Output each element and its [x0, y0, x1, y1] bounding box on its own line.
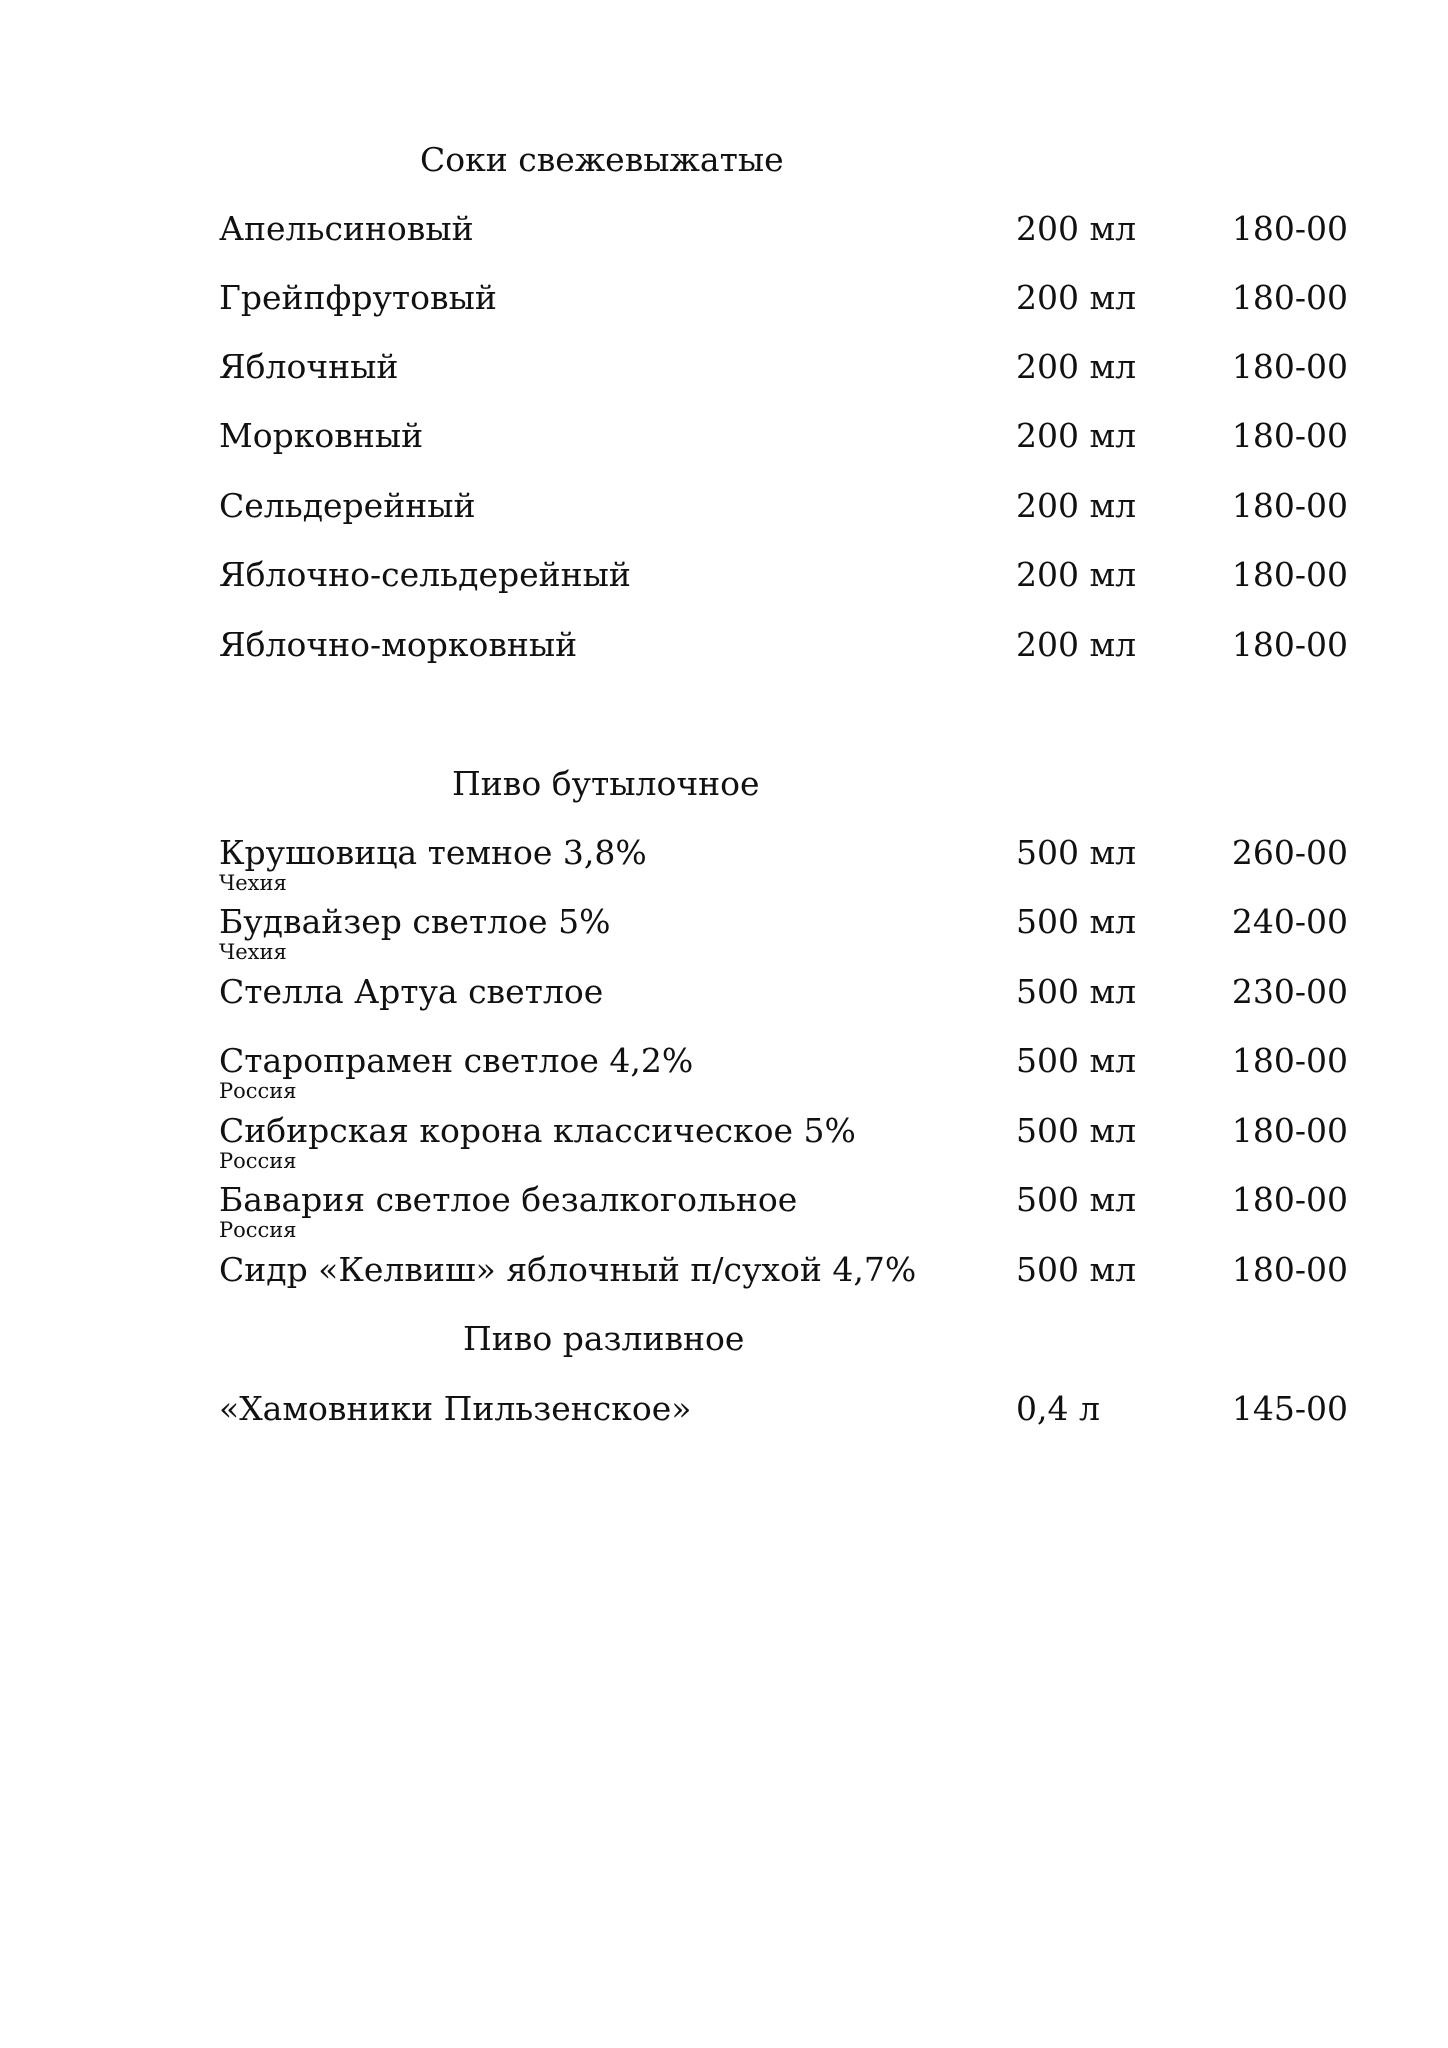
item-origin: Россия	[219, 1149, 297, 1173]
item-origin: Россия	[219, 1079, 297, 1103]
menu-item	[0, 209, 1448, 249]
menu-item	[0, 278, 1448, 318]
item-volume: 500 мл	[1016, 833, 1137, 872]
item-name: Сибирская корона классическое 5%	[219, 1111, 856, 1150]
section-title-juices: Соки свежевыжатые	[420, 140, 784, 179]
item-name: Сельдерейный	[219, 486, 476, 525]
item-origin: Чехия	[219, 940, 287, 964]
item-volume: 200 мл	[1016, 486, 1137, 525]
item-name: Яблочно-морковный	[219, 625, 578, 664]
item-volume: 200 мл	[1016, 278, 1137, 317]
item-volume: 500 мл	[1016, 1111, 1137, 1150]
menu-item	[0, 555, 1448, 595]
item-price: 240-00	[1231, 902, 1348, 941]
item-volume: 0,4 л	[1016, 1389, 1100, 1428]
item-name: Крушовица темное 3,8%	[219, 833, 647, 872]
item-volume: 500 мл	[1016, 902, 1137, 941]
item-volume: 500 мл	[1016, 972, 1137, 1011]
item-price: 180-00	[1231, 278, 1348, 317]
menu-item	[0, 1180, 1448, 1242]
section-title-draft-beer: Пиво разливное	[463, 1319, 745, 1358]
item-name: «Хамовники Пильзенское»	[219, 1389, 692, 1428]
item-volume: 500 мл	[1016, 1041, 1137, 1080]
menu-item	[0, 1111, 1448, 1173]
item-name: Бавария светлое безалкогольное	[219, 1180, 798, 1219]
item-origin: Чехия	[219, 871, 287, 895]
item-price: 180-00	[1231, 1180, 1348, 1219]
item-name: Сидр «Келвиш» яблочный п/сухой 4,7%	[219, 1250, 917, 1289]
item-price: 260-00	[1231, 833, 1348, 872]
item-price: 180-00	[1231, 555, 1348, 594]
menu-item	[0, 347, 1448, 387]
item-volume: 200 мл	[1016, 625, 1137, 664]
item-name: Стелла Артуа светлое	[219, 972, 604, 1011]
item-volume: 200 мл	[1016, 347, 1137, 386]
item-volume: 200 мл	[1016, 209, 1137, 248]
item-volume: 500 мл	[1016, 1180, 1137, 1219]
item-price: 180-00	[1231, 416, 1348, 455]
menu-item	[0, 625, 1448, 665]
menu-item	[0, 1389, 1448, 1429]
menu-item	[0, 833, 1448, 895]
menu-item	[0, 1041, 1448, 1103]
item-name: Яблочно-сельдерейный	[219, 555, 631, 594]
item-price: 180-00	[1231, 1250, 1348, 1289]
item-price: 145-00	[1231, 1389, 1348, 1428]
item-price: 230-00	[1231, 972, 1348, 1011]
menu-item	[0, 902, 1448, 964]
item-name: Старопрамен светлое 4,2%	[219, 1041, 694, 1080]
item-volume: 200 мл	[1016, 555, 1137, 594]
menu-item	[0, 972, 1448, 1012]
item-price: 180-00	[1231, 625, 1348, 664]
item-price: 180-00	[1231, 1041, 1348, 1080]
section-title-bottled-beer: Пиво бутылочное	[452, 764, 760, 803]
item-name: Яблочный	[219, 347, 399, 386]
item-price: 180-00	[1231, 1111, 1348, 1150]
item-name: Апельсиновый	[219, 209, 474, 248]
item-volume: 500 мл	[1016, 1250, 1137, 1289]
item-price: 180-00	[1231, 347, 1348, 386]
menu-item	[0, 416, 1448, 456]
item-price: 180-00	[1231, 209, 1348, 248]
item-name: Будвайзер светлое 5%	[219, 902, 611, 941]
item-price: 180-00	[1231, 486, 1348, 525]
item-volume: 200 мл	[1016, 416, 1137, 455]
menu-item	[0, 486, 1448, 526]
menu-item	[0, 1250, 1448, 1290]
item-origin: Россия	[219, 1218, 297, 1242]
item-name: Грейпфрутовый	[219, 278, 497, 317]
item-name: Морковный	[219, 416, 424, 455]
